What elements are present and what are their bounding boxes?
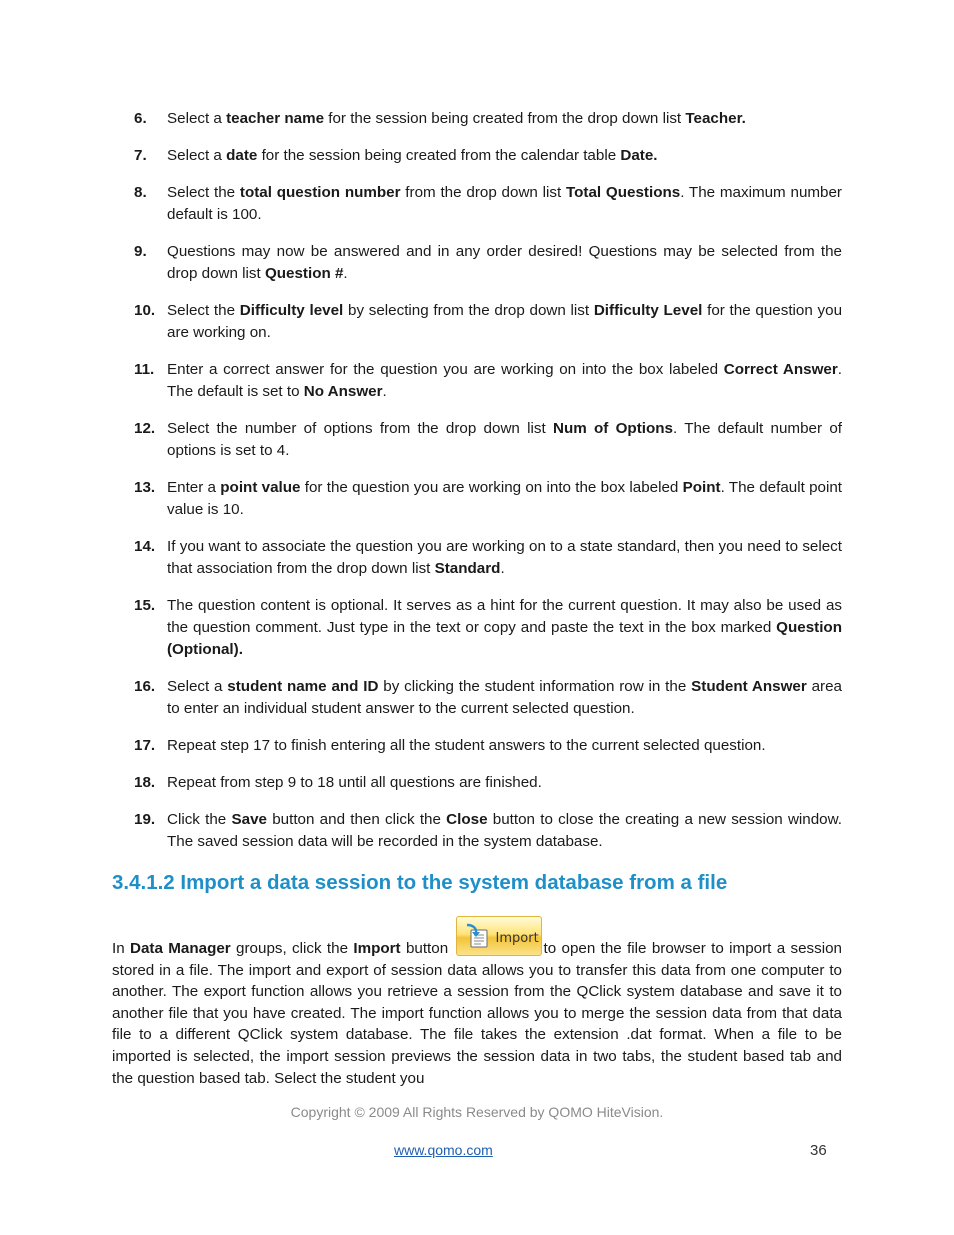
text-run: Click the (167, 811, 232, 828)
import-button[interactable] (456, 916, 542, 956)
text-run: . (382, 383, 387, 400)
bold-term: total question number (239, 184, 401, 201)
text-run: Enter a correct answer for the question you are working on into the box labeled (167, 361, 724, 378)
text-run: Select a (167, 110, 227, 127)
text-run: . The maximum number default is 100. (167, 184, 842, 223)
step-item (112, 145, 842, 167)
text-run: Questions may now be answered and in any order desired! Questions may be selected from the drop down list (167, 243, 842, 282)
text-run: . The default number of options is set to 4. (167, 420, 842, 459)
bold-term: Num of Options (552, 420, 673, 437)
bold-term: Student Answer (691, 678, 807, 695)
step-text (167, 774, 542, 791)
step-number: 17. (134, 737, 156, 754)
bold-term: Close (446, 811, 488, 828)
step-number: 8. (134, 184, 147, 201)
bold-term: Difficulty level (239, 302, 344, 319)
step-number: 19. (134, 811, 156, 828)
bold-term: Total Questions (566, 184, 681, 201)
text-run: Enter a (167, 479, 221, 496)
step-number: 7. (134, 147, 147, 164)
import-button-label: Import (495, 931, 539, 946)
import-icon (463, 922, 491, 950)
step-text (167, 420, 842, 459)
text-run: If you want to associate the question you are working on to a state standard, then you need to select that association from the drop down list (167, 538, 842, 577)
page-number: 36 (810, 1142, 827, 1159)
text-run: Repeat step 17 to finish entering all the student answers to the current selected question. (167, 737, 766, 754)
bold-term: Point (682, 479, 721, 496)
step-text (167, 597, 842, 658)
bold-term: date (226, 147, 258, 164)
step-text (167, 147, 658, 164)
bold-term: point value (220, 479, 301, 496)
step-item (112, 241, 842, 285)
intro-text (112, 940, 454, 957)
bold-term: teacher name (226, 110, 325, 127)
step-item (112, 772, 842, 794)
text-run: The question content is optional. It serves as a hint for the current question. It may also be used as the question comment. Just type in the text or copy and paste the text in the box marked (167, 597, 842, 636)
bold-term: Question # (264, 265, 344, 282)
step-number: 11. (134, 361, 155, 378)
text-run: Select the (167, 302, 240, 319)
bold-term: Date. (620, 147, 658, 164)
step-number: 15. (134, 597, 156, 614)
footer-copyright: Copyright © 2009 All Rights Reserved by QOMO HiteVision. (290, 1104, 664, 1120)
step-number: 18. (134, 774, 156, 791)
text-run: for the question you are working on. (167, 302, 843, 341)
step-text (167, 737, 766, 754)
text-run: button (400, 940, 454, 957)
step-text (167, 811, 842, 850)
numbered-steps-list (112, 108, 842, 868)
step-text (167, 678, 842, 717)
bold-term: student name and ID (227, 678, 379, 695)
step-item (112, 676, 842, 720)
text-run: . The default point value is 10. (167, 479, 843, 518)
text-run: for the question you are working on into the box labeled (300, 479, 683, 496)
bold-term: Correct Answer (723, 361, 838, 378)
step-number: 6. (134, 110, 147, 127)
step-item (112, 809, 842, 853)
text-run: by selecting from the drop down list (343, 302, 594, 319)
bold-term: Teacher. (685, 110, 746, 127)
step-item (112, 418, 842, 462)
step-text (167, 110, 746, 127)
text-run: button and then click the (266, 811, 447, 828)
text-run: . (343, 265, 348, 282)
step-text (167, 479, 842, 518)
bold-term: Question (Optional). (167, 619, 842, 658)
step-item (112, 477, 842, 521)
step-item (112, 595, 842, 661)
text-run: Select a (167, 147, 227, 164)
bold-term: Import (353, 940, 401, 957)
bold-term: Difficulty Level (593, 302, 703, 319)
text-run: In (112, 940, 130, 957)
text-run: area to enter an individual student answer to the current selected question. (167, 678, 842, 717)
bold-term: Data Manager (130, 940, 231, 957)
text-run: from the drop down list (400, 184, 566, 201)
step-item (112, 359, 842, 403)
step-item (112, 182, 842, 226)
text-run: . The default is set to (167, 361, 842, 400)
step-number: 13. (134, 479, 156, 496)
section-heading: 3.4.1.2 Import a data session to the system database from a file (112, 871, 728, 894)
footer-website-link[interactable]: www.qomo.com (394, 1142, 493, 1158)
text-run: button to close the creating a new session window. The saved session data will be recorded in the system database. (167, 811, 842, 850)
paragraph-body: to open the file browser to import a session stored in a file. The import and export of session data allows you to transfer this data from one computer to another. The export function allows you retrieve a session from the QClick system database and save it to another file that you have created. The import function allows you to merge the session data from that data file to a different QClick system database. The file takes the extension .dat format. When a file to be imported is selected, the import session previews the session data in two tabs, the student based tab and the question based tab. Select the student you (112, 940, 842, 1087)
step-number: 12. (134, 420, 156, 437)
step-item (112, 108, 842, 130)
text-run: for the session being created from the drop down list (324, 110, 686, 127)
step-text (167, 361, 842, 400)
text-run: Select the number of options from the drop down list (167, 420, 553, 437)
bold-term: Save (231, 811, 267, 828)
step-text (167, 302, 842, 341)
text-run: Select a (167, 678, 228, 695)
text-run: by clicking the student information row in the (378, 678, 692, 695)
step-item (112, 735, 842, 757)
step-text (167, 243, 842, 282)
step-number: 14. (134, 538, 156, 555)
step-text (167, 184, 842, 223)
import-paragraph (112, 916, 842, 1089)
step-item (112, 536, 842, 580)
bold-term: No Answer (303, 383, 383, 400)
step-number: 16. (134, 678, 156, 695)
bold-term: Standard (434, 560, 501, 577)
step-number: 9. (134, 243, 147, 260)
step-number: 10. (134, 302, 156, 319)
step-item (112, 300, 842, 344)
step-text (167, 538, 842, 577)
text-run: for the session being created from the calendar table (257, 147, 621, 164)
text-run: . (500, 560, 505, 577)
text-run: Repeat from step 9 to 18 until all questions are finished. (167, 774, 542, 791)
text-run: groups, click the (230, 940, 354, 957)
text-run: Select the (167, 184, 240, 201)
